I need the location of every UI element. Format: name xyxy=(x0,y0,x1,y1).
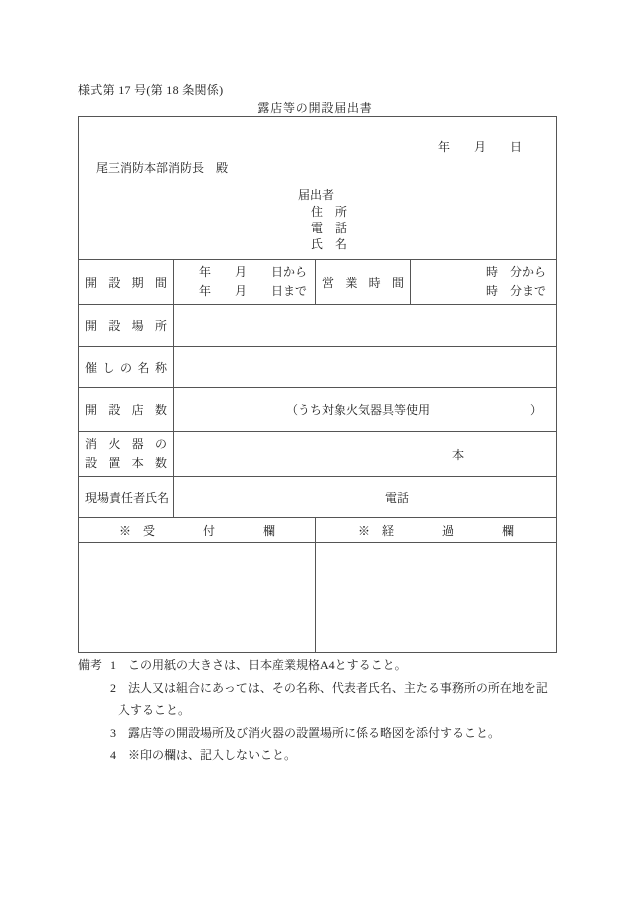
opening-place-label: 開 設 場 所 xyxy=(85,319,167,333)
remarks-list xyxy=(110,654,550,767)
extinguisher-label-line2: 設 置 本 数 xyxy=(85,456,167,470)
remark-text: この用紙の大きさは、日本産業規格A4とすること。 xyxy=(128,658,407,672)
notifier-label: 届出者 xyxy=(298,188,335,202)
remark-number: 3 xyxy=(110,725,116,740)
remark-number: 1 xyxy=(110,658,116,672)
extinguisher-label-line1: 消 火 器 の xyxy=(85,437,167,451)
remarks-label: 備考 xyxy=(78,658,103,672)
notification-form-table xyxy=(78,116,557,653)
document-title: 露店等の開設届出書 xyxy=(257,101,373,115)
remark-text: 法人又は組合にあっては、その名称、代表者氏名、主たる事務所の所在地を記入すること。 xyxy=(118,680,548,717)
remark-text: ※印の欄は、記入しないこと。 xyxy=(128,748,297,762)
row-opening-period xyxy=(79,260,556,305)
remark-number: 2 xyxy=(110,680,116,695)
stall-count-note-suffix: ） xyxy=(529,403,542,417)
hours-to: 時 分まで xyxy=(485,284,546,298)
remark-item-4 xyxy=(110,744,550,767)
notifier-address-label: 住 所 xyxy=(311,205,348,219)
notifier-phone-label: 電 話 xyxy=(311,221,348,235)
opening-period-value-cell xyxy=(174,260,316,304)
form-number: 様式第 17 号(第 18 条関係) xyxy=(78,83,224,97)
row-site-manager xyxy=(79,477,556,518)
stall-count-note-prefix: （うち対象火気器具等使用 xyxy=(286,403,431,417)
progress-box xyxy=(316,543,556,652)
site-manager-value-cell xyxy=(174,477,556,517)
remark-item-3 xyxy=(110,722,550,745)
stall-count-label: 開 設 店 数 xyxy=(85,403,167,417)
event-name-label: 催 し の 名 称 xyxy=(85,360,167,375)
row-event-name xyxy=(79,347,556,388)
progress-column-header: ※ 経 過 欄 xyxy=(357,523,514,538)
reception-column-header: ※ 受 付 欄 xyxy=(79,518,316,542)
date-line: 年 月 日 xyxy=(437,140,522,154)
reception-box xyxy=(79,543,316,652)
business-hours-value-cell xyxy=(411,260,556,304)
hours-from: 時 分から xyxy=(485,265,546,279)
form-header-box xyxy=(79,117,556,260)
row-stamp-headers xyxy=(79,518,556,543)
event-name-label-cell xyxy=(79,347,174,387)
remark-number: 4 xyxy=(110,748,116,762)
notifier-name-label: 氏 名 xyxy=(311,237,348,251)
event-name-value-cell xyxy=(174,347,556,387)
remark-item-2 xyxy=(110,677,550,722)
extinguisher-value-cell xyxy=(174,432,556,476)
addressee: 尾三消防本部消防長 殿 xyxy=(96,161,229,175)
opening-place-value-cell xyxy=(174,305,556,346)
extinguisher-label-cell xyxy=(79,432,174,476)
remark-text: 露店等の開設場所及び消火器の設置場所に係る略図を添付すること。 xyxy=(128,725,501,740)
remark-item-1 xyxy=(110,654,550,677)
period-to: 年 月 日まで xyxy=(198,284,307,298)
extinguisher-unit: 本 xyxy=(451,447,464,462)
site-manager-label: 現 場 責 任 者 氏 名 xyxy=(85,490,170,505)
remarks-section xyxy=(78,654,550,767)
stall-count-value-cell xyxy=(174,388,556,431)
stall-count-label-cell xyxy=(79,388,174,431)
business-hours-label: 営 業 時 間 xyxy=(322,275,404,290)
row-opening-place xyxy=(79,305,556,347)
row-stamp-boxes xyxy=(79,543,556,652)
site-manager-label-cell xyxy=(79,477,174,517)
row-extinguisher-count xyxy=(79,432,556,477)
opening-period-label-cell xyxy=(79,260,174,304)
row-stall-count xyxy=(79,388,556,432)
period-from: 年 月 日から xyxy=(198,265,307,279)
opening-period-label: 開 設 期 間 xyxy=(85,275,167,290)
business-hours-label-cell xyxy=(316,260,411,304)
site-manager-phone-label: 電話 xyxy=(384,490,409,505)
opening-place-label-cell xyxy=(79,305,174,346)
